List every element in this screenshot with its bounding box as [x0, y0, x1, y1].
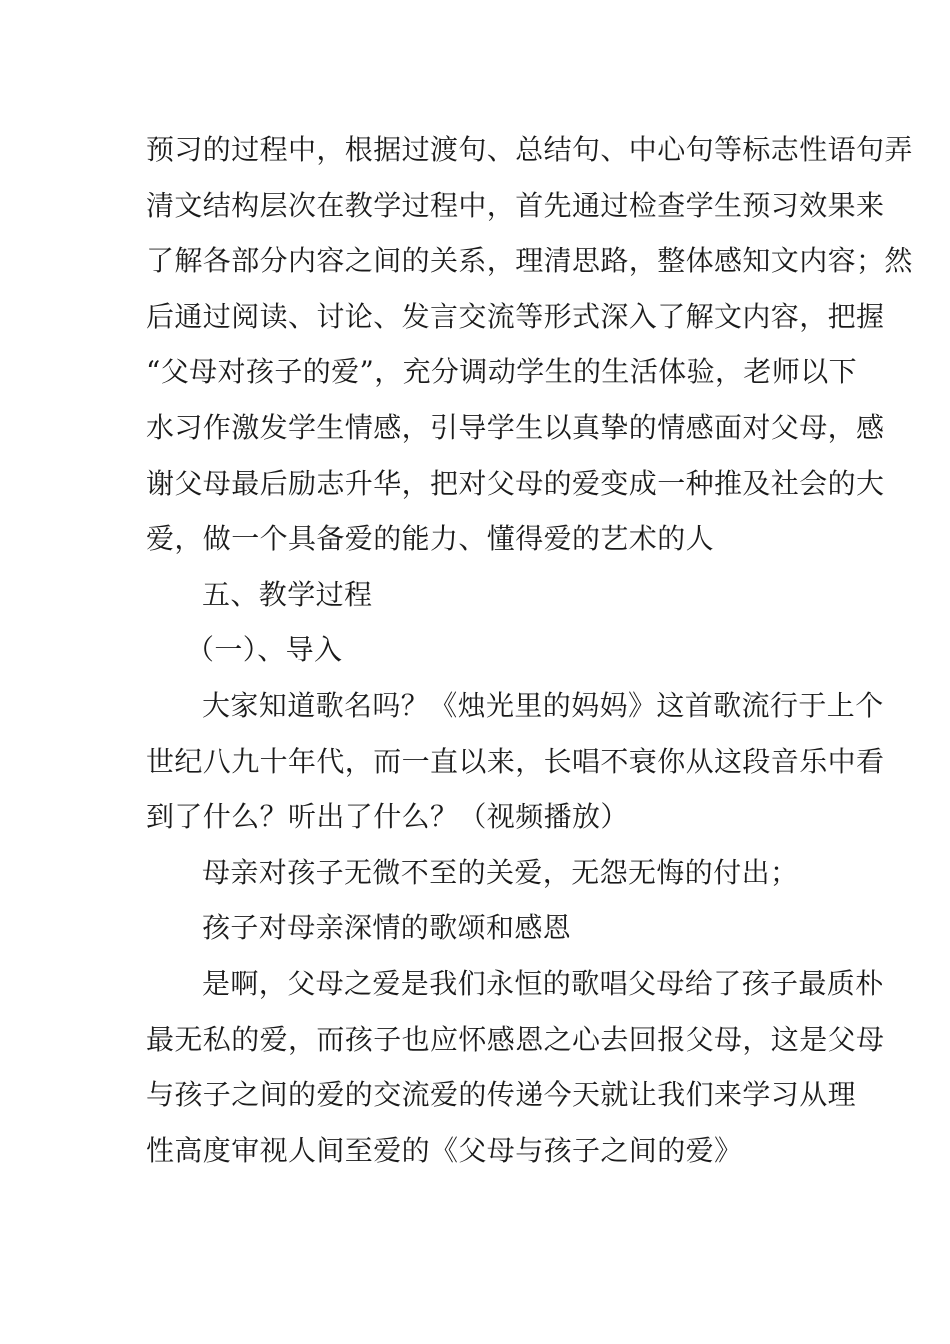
paragraph-line-18: 与孩子之间的爱的交流爱的传递今天就让我们来学习从理 [146, 1078, 857, 1112]
paragraph-line-7: 谢父母最后励志升华，把对父母的爱变成一种推及社会的大 [146, 466, 885, 500]
paragraph-line-17: 最无私的爱，而孩子也应怀感恩之心去回报父母，这是父母 [146, 1022, 885, 1056]
paragraph-line-4: 后通过阅读、讨论、发言交流等形式深入了解文内容，把握 [146, 299, 885, 333]
paragraph-line-5: “父母对孩子的爱”，充分调动学生的生活体验，老师以下 [146, 355, 858, 389]
subsection-heading: （一）、导入 [186, 633, 343, 667]
paragraph-line-19: 性高度审视人间至爱的《父母与孩子之间的爱》 [146, 1133, 743, 1167]
paragraph-line-3: 了解各部分内容之间的关系，理清思路，整体感知文内容；然 [146, 244, 913, 278]
paragraph-line-15: 孩子对母亲深情的歌颂和感恩 [202, 911, 572, 945]
section-heading: 五、教学过程 [202, 577, 373, 611]
paragraph-line-11: 大家知道歌名吗？《烛光里的妈妈》这首歌流行于上个 [202, 688, 884, 722]
paragraph-line-6: 水习作激发学生情感，引导学生以真挚的情感面对父母，感 [146, 410, 885, 444]
paragraph-line-14: 母亲对孩子无微不至的关爱，无怨无悔的付出； [202, 855, 799, 889]
paragraph-line-2: 清文结构层次在教学过程中，首先通过检查学生预习效果来 [146, 188, 885, 222]
paragraph-line-1: 预习的过程中，根据过渡句、总结句、中心句等标志性语句弄 [146, 133, 913, 166]
paragraph-line-16: 是啊，父母之爱是我们永恒的歌唱父母给了孩子最质朴 [202, 966, 884, 1000]
paragraph-line-13: 到了什么？听出了什么？（视频播放） [146, 800, 629, 834]
body-text [146, 122, 913, 1178]
paragraph-line-12: 世纪八九十年代，而一直以来，长唱不衰你从这段音乐中看 [146, 744, 885, 778]
paragraph-line-8: 爱，做一个具备爱的能力、懂得爱的艺术的人 [146, 522, 715, 556]
